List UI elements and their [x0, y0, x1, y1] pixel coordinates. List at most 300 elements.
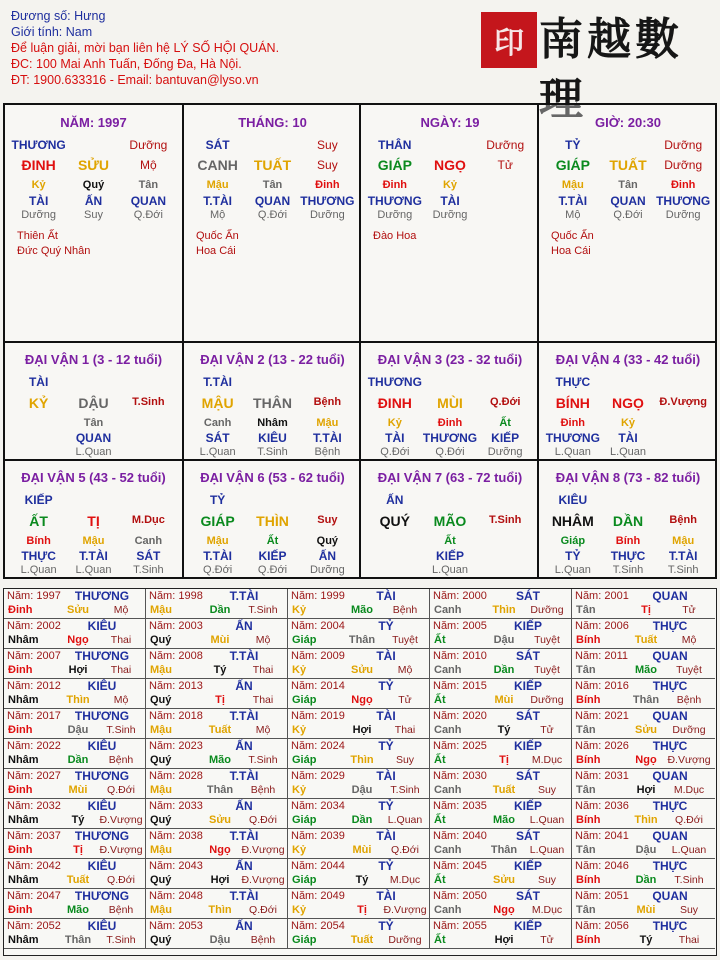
hidden-ten-god: THƯƠNG — [656, 194, 711, 208]
hidden-stage: Q.Đới — [133, 209, 163, 221]
dai-van-header: ĐẠI VẬN 7 (63 - 72 tuổi) — [377, 470, 523, 485]
yearly-cell — [4, 919, 146, 949]
year-label: Năm: 2031 — [575, 770, 629, 782]
pillar-cell — [184, 105, 361, 341]
year-stage: Bệnh — [250, 784, 276, 796]
hidden-stage: Q.Đới — [257, 564, 288, 576]
hidden-stem: Giáp — [560, 535, 586, 547]
yearly-cell — [288, 859, 430, 889]
hidden-stage: L.Quan — [554, 446, 591, 458]
year-ten-god: KIÊU — [87, 859, 117, 873]
year-ten-god: TỶ — [378, 739, 394, 753]
hidden-stage: Q.Đới — [435, 446, 465, 458]
yearly-cell — [4, 829, 146, 859]
hidden-stem: Đinh — [382, 179, 408, 191]
year-stage: Tử — [540, 934, 554, 946]
year-stem: Canh — [434, 604, 462, 616]
branch-stage: Mộ — [140, 158, 157, 172]
branch-stage: Dưỡng — [664, 158, 703, 172]
year-stage: Bệnh — [108, 904, 134, 916]
hidden-ten-god: QUAN — [610, 194, 646, 208]
year-ten-god: THỰC — [652, 799, 688, 813]
year-label: Năm: 2022 — [7, 740, 61, 752]
year-label: Năm: 2000 — [433, 590, 487, 602]
owner-gender: Giới tính: Nam — [11, 25, 93, 39]
year-branch: Mùi — [210, 634, 230, 646]
dai-van-ten-god: TỶ — [209, 493, 226, 507]
year-ten-god: SÁT — [516, 649, 540, 663]
year-label: Năm: 2012 — [7, 680, 61, 692]
year-stage: Bệnh — [250, 934, 276, 946]
pillar-ten-god: TỶ — [565, 138, 581, 152]
year-branch: Tý — [497, 724, 511, 736]
yearly-cell — [146, 649, 288, 679]
year-ten-god: SÁT — [516, 889, 540, 903]
hidden-stage: Dưỡng — [665, 209, 701, 221]
owner-name: Đương số: Hưng — [11, 9, 106, 23]
year-stage: Mộ — [255, 634, 271, 646]
dai-van-stage: Bệnh — [669, 514, 697, 526]
year-branch: Mão — [209, 754, 231, 766]
logo-text: 南越數理 — [539, 14, 683, 125]
yearly-cell — [288, 589, 430, 619]
hidden-ten-god: THỰC — [610, 549, 646, 563]
year-branch: Hợi — [352, 724, 372, 736]
yearly-cell — [572, 679, 715, 709]
dai-van-cell — [184, 461, 361, 579]
hidden-stage: Q.Đới — [203, 564, 233, 576]
year-ten-god: TÀI — [376, 769, 396, 783]
yearly-cell — [146, 619, 288, 649]
year-stem: Bính — [576, 694, 601, 706]
hidden-stage: Q.Đới — [613, 209, 643, 221]
year-label: Năm: 2050 — [433, 890, 487, 902]
hidden-ten-god: TÀI — [618, 431, 638, 445]
year-label: Năm: 2049 — [291, 890, 345, 902]
year-label: Năm: 1997 — [7, 590, 61, 602]
year-label: Năm: 2001 — [575, 590, 629, 602]
year-ten-god: ẤN — [235, 739, 253, 753]
year-ten-god: QUAN — [652, 769, 688, 783]
year-label: Năm: 2053 — [149, 920, 203, 932]
dai-van-cell — [5, 461, 182, 579]
year-label: Năm: 2019 — [291, 710, 345, 722]
year-ten-god: THƯƠNG — [74, 649, 130, 663]
hidden-stage: L.Quan — [199, 446, 236, 458]
year-stem: Mậu — [150, 904, 172, 916]
yearly-cell — [4, 649, 146, 679]
dai-van-stage: Suy — [317, 514, 338, 526]
year-ten-god: THƯƠNG — [74, 709, 130, 723]
year-stage: Thai — [678, 934, 700, 946]
year-stem: Canh — [434, 664, 462, 676]
yearly-cell — [430, 919, 572, 949]
year-ten-god: QUAN — [652, 589, 688, 603]
yearly-cell — [572, 709, 715, 739]
dai-van-ten-god: KIẾP — [24, 493, 53, 507]
year-ten-god: TỶ — [378, 859, 394, 873]
hidden-stage: Dưỡng — [432, 209, 468, 221]
year-label: Năm: 2021 — [575, 710, 629, 722]
year-label: Năm: 2042 — [7, 860, 61, 872]
dai-van-stem: KỶ — [28, 395, 49, 411]
yearly-luck-table — [3, 588, 717, 956]
year-stage: Tuyệt — [534, 664, 560, 676]
year-ten-god: T.TÀI — [229, 589, 259, 603]
hidden-stage: L.Quan — [554, 564, 591, 576]
year-branch: Dần — [635, 874, 657, 886]
year-stage: T.Sinh — [106, 934, 136, 946]
year-stage: L.Quan — [529, 814, 565, 826]
year-stem: Mậu — [150, 844, 172, 856]
hidden-stem: Kỷ — [620, 417, 636, 429]
year-branch: Thân — [348, 634, 376, 646]
hidden-stage: T.Sinh — [257, 446, 288, 458]
year-ten-god: KIẾP — [513, 739, 542, 753]
year-stage: Đ.Vượng — [99, 844, 143, 856]
year-label: Năm: 2038 — [149, 830, 203, 842]
year-label: Năm: 2020 — [433, 710, 487, 722]
year-stage: Mộ — [397, 664, 413, 676]
year-label: Năm: 2043 — [149, 860, 203, 872]
year-label: Năm: 2026 — [575, 740, 629, 752]
hidden-stage: T.Sinh — [133, 564, 164, 576]
year-branch: Tuất — [350, 934, 374, 946]
year-label: Năm: 2028 — [149, 770, 203, 782]
yearly-cell — [4, 769, 146, 799]
year-label: Năm: 2005 — [433, 620, 487, 632]
year-ten-god: SÁT — [516, 709, 540, 723]
year-stem: Canh — [434, 844, 462, 856]
year-stage: Bệnh — [392, 604, 418, 616]
year-stage: Q.Đới — [107, 784, 135, 796]
dai-van-ten-god: THỰC — [555, 375, 591, 389]
year-branch: Hợi — [68, 664, 88, 676]
hidden-stage: Suy — [84, 209, 103, 221]
hidden-stem: Mậu — [206, 535, 229, 547]
special-star: Quốc Ấn — [551, 230, 594, 242]
year-stem: Tân — [576, 664, 596, 676]
year-stage: T.Sinh — [674, 874, 704, 886]
year-stage: Dưỡng — [530, 604, 564, 616]
hidden-stem: Đinh — [560, 417, 586, 429]
yearly-cell — [4, 739, 146, 769]
dai-van-header: ĐẠI VẬN 5 (43 - 52 tuổi) — [21, 470, 166, 485]
year-label: Năm: 2040 — [433, 830, 487, 842]
dai-van-stem: ẤT — [29, 513, 48, 529]
hidden-stage: Mộ — [209, 209, 226, 221]
year-branch: Tuất — [634, 634, 658, 646]
hidden-stage: T.Sinh — [667, 564, 699, 576]
year-stage: Q.Đới — [391, 844, 419, 856]
year-stem: Kỷ — [292, 664, 307, 676]
pillar-stage: Dưỡng — [664, 138, 703, 152]
year-stage: Đ.Vượng — [241, 874, 285, 886]
year-stem: Quý — [150, 934, 172, 946]
year-ten-god: T.TÀI — [229, 769, 259, 783]
year-stage: Tử — [540, 724, 554, 736]
yearly-cell — [146, 829, 288, 859]
dai-van-stem: MẬU — [201, 395, 234, 411]
pillar-header: GIỜ: 20:30 — [594, 115, 661, 130]
dai-van-branch: THÂN — [253, 395, 292, 411]
year-stage: Q.Đới — [675, 814, 703, 826]
dai-van-branch: DẬU — [78, 395, 109, 411]
year-label: Năm: 2007 — [7, 650, 61, 662]
year-branch: Thìn — [208, 904, 232, 916]
special-star: Hoa Cái — [551, 245, 591, 257]
year-label: Năm: 2017 — [7, 710, 61, 722]
yearly-cell — [288, 799, 430, 829]
year-label: Năm: 1998 — [149, 590, 203, 602]
year-ten-god: T.TÀI — [229, 829, 259, 843]
year-label: Năm: 2011 — [575, 650, 628, 662]
year-branch: Hợi — [210, 874, 230, 886]
year-stage: Q.Đới — [107, 874, 135, 886]
year-branch: Mão — [493, 814, 515, 826]
hidden-stem: Mậu — [82, 535, 105, 547]
year-ten-god: TÀI — [376, 889, 396, 903]
hidden-stem: Mậu — [206, 179, 229, 191]
year-ten-god: KIẾP — [513, 859, 542, 873]
year-ten-god: ẤN — [235, 859, 253, 873]
dai-van-header: ĐẠI VẬN 4 (33 - 42 tuổi) — [555, 352, 701, 367]
year-branch: Dậu — [209, 934, 231, 946]
branch-stage: Suy — [317, 158, 338, 172]
dai-van-stage: Q.Đới — [489, 396, 521, 408]
year-ten-god: KIÊU — [87, 739, 117, 753]
year-stage: T.Sinh — [248, 754, 278, 766]
year-stage: T.Sinh — [390, 784, 420, 796]
yearly-cell — [430, 709, 572, 739]
year-ten-god: SÁT — [516, 589, 540, 603]
year-ten-god: TỶ — [378, 679, 394, 693]
hidden-stem: Kỷ — [387, 417, 402, 429]
dai-van-ten-god: KIÊU — [558, 493, 588, 507]
year-ten-god: TỶ — [378, 919, 394, 933]
year-branch: Dậu — [351, 784, 373, 796]
year-stem: Ất — [434, 634, 446, 646]
year-branch: Sửu — [492, 874, 516, 886]
pillar-stage: Dưỡng — [486, 138, 525, 152]
year-stage: T.Sinh — [248, 604, 278, 616]
year-branch: Thìn — [66, 694, 90, 706]
dai-van-stage: Bệnh — [313, 396, 342, 408]
year-stem: Đinh — [8, 844, 33, 856]
year-stem: Tân — [576, 784, 596, 796]
year-ten-god: QUAN — [652, 889, 688, 903]
yearly-cell — [430, 679, 572, 709]
year-ten-god: THƯƠNG — [74, 769, 130, 783]
year-ten-god: THƯƠNG — [74, 829, 130, 843]
yearly-cell — [572, 859, 715, 889]
dai-van-cell — [539, 461, 717, 579]
yearly-cell — [288, 679, 430, 709]
hidden-ten-god: TÀI — [28, 194, 49, 208]
hidden-stem: Nhâm — [257, 417, 288, 429]
year-stage: Suy — [679, 904, 699, 916]
year-branch: Thân — [632, 694, 660, 706]
year-label: Năm: 2035 — [433, 800, 487, 812]
year-branch: Ngọ — [209, 844, 231, 856]
year-stage: M.Dục — [673, 784, 705, 796]
pillar-header: NĂM: 1997 — [60, 115, 127, 130]
yearly-cell — [146, 799, 288, 829]
yearly-cell — [430, 799, 572, 829]
year-branch: Tuất — [66, 874, 90, 886]
year-label: Năm: 2029 — [291, 770, 345, 782]
hidden-stage: T.Sinh — [612, 564, 644, 576]
yearly-cell — [146, 679, 288, 709]
year-stem: Tân — [576, 604, 596, 616]
year-branch: Dần — [209, 604, 231, 616]
year-branch: Hợi — [494, 934, 514, 946]
yearly-cell — [572, 799, 715, 829]
yearly-cell — [4, 889, 146, 919]
year-stem: Bính — [576, 934, 601, 946]
hidden-stage: Mộ — [565, 209, 581, 221]
hidden-stem: Canh — [203, 417, 232, 429]
year-branch: Sửu — [350, 664, 374, 676]
dai-van-cell — [361, 343, 539, 459]
year-stage: L.Quan — [671, 844, 707, 856]
pillar-header: NGÀY: 19 — [420, 115, 480, 130]
year-stage: Tử — [398, 694, 412, 706]
hidden-stem: Canh — [134, 535, 163, 547]
year-stage: M.Dục — [389, 874, 421, 886]
year-stem: Nhâm — [8, 934, 39, 946]
year-ten-god: SÁT — [516, 829, 540, 843]
pillar-stage: Suy — [317, 138, 338, 152]
year-label: Năm: 2054 — [291, 920, 345, 932]
year-ten-god: TÀI — [376, 589, 396, 603]
year-ten-god: QUAN — [652, 709, 688, 723]
pillar-cell — [5, 105, 182, 341]
hidden-ten-god: QUAN — [254, 194, 291, 208]
dai-van-branch: TỊ — [87, 513, 100, 529]
year-label: Năm: 2010 — [433, 650, 487, 662]
hidden-ten-god: TỶ — [565, 549, 581, 563]
year-label: Năm: 2003 — [149, 620, 203, 632]
pillar-cell — [361, 105, 539, 341]
year-ten-god: ẤN — [235, 919, 253, 933]
year-stem: Nhâm — [8, 694, 39, 706]
year-branch: Thân — [490, 844, 518, 856]
year-label: Năm: 2051 — [575, 890, 629, 902]
yearly-cell — [572, 829, 715, 859]
year-ten-god: THỰC — [652, 679, 688, 693]
year-ten-god: THỰC — [652, 739, 688, 753]
hidden-ten-god: KIẾP — [258, 549, 287, 563]
year-branch: Dần — [493, 664, 515, 676]
yearly-cell — [4, 859, 146, 889]
hidden-stem: Kỷ — [31, 179, 46, 191]
hidden-ten-god: THỰC — [21, 549, 56, 563]
year-branch: Sửu — [634, 724, 658, 736]
heavenly-stem: GIÁP — [555, 157, 590, 173]
year-ten-god: THỰC — [652, 859, 688, 873]
yearly-cell — [146, 889, 288, 919]
year-stage: Q.Đới — [249, 904, 277, 916]
dai-van-header: ĐẠI VẬN 8 (73 - 82 tuổi) — [555, 470, 701, 485]
yearly-cell — [288, 829, 430, 859]
year-ten-god: THƯƠNG — [74, 589, 130, 603]
heavenly-stem: GIÁP — [377, 157, 412, 173]
year-stage: Tuyệt — [534, 634, 560, 646]
year-stem: Nhâm — [8, 634, 39, 646]
year-ten-god: T.TÀI — [229, 889, 259, 903]
four-pillars-chart — [3, 103, 717, 579]
year-branch: Sửu — [208, 814, 232, 826]
year-stage: L.Quan — [529, 844, 565, 856]
year-ten-god: TÀI — [376, 709, 396, 723]
year-stem: Quý — [150, 694, 172, 706]
year-ten-god: TÀI — [376, 829, 396, 843]
year-label: Năm: 2030 — [433, 770, 487, 782]
yearly-cell — [288, 769, 430, 799]
earthly-branch: TUẤT — [609, 157, 647, 173]
dai-van-ten-god: THƯƠNG — [367, 375, 422, 389]
hidden-stage: Dưỡng — [21, 209, 57, 221]
year-stage: T.Sinh — [106, 724, 136, 736]
year-label: Năm: 2037 — [7, 830, 61, 842]
yearly-cell — [572, 589, 715, 619]
year-ten-god: TÀI — [376, 649, 396, 663]
hidden-stage: L.Quan — [20, 564, 57, 576]
yearly-cell — [430, 859, 572, 889]
year-stage: Tử — [682, 604, 696, 616]
year-stage: M.Dục — [531, 754, 563, 766]
year-stem: Nhâm — [8, 874, 39, 886]
yearly-cell — [4, 679, 146, 709]
year-stem: Ất — [434, 934, 446, 946]
dai-van-stem: ĐINH — [377, 395, 412, 411]
year-branch: Mùi — [636, 904, 656, 916]
year-stem: Bính — [576, 634, 601, 646]
dai-van-header: ĐẠI VẬN 6 (53 - 62 tuổi) — [200, 470, 345, 485]
dai-van-ten-god: TÀI — [28, 375, 49, 389]
red-seal-icon: 印 — [481, 12, 537, 68]
dai-van-cell — [361, 461, 539, 579]
year-stem: Kỷ — [292, 904, 307, 916]
year-label: Năm: 2056 — [575, 920, 629, 932]
year-branch: Mùi — [494, 694, 514, 706]
year-label: Năm: 2018 — [149, 710, 203, 722]
year-branch: Tý — [71, 814, 85, 826]
yearly-cell — [572, 649, 715, 679]
year-stem: Giáp — [292, 754, 317, 766]
hidden-ten-god: QUAN — [75, 431, 112, 445]
yearly-cell — [572, 919, 715, 949]
year-label: Năm: 2004 — [291, 620, 345, 632]
year-branch: Ngọ — [493, 904, 515, 916]
earthly-branch: SỬU — [77, 157, 110, 173]
year-stage: Đ.Vượng — [383, 904, 427, 916]
hidden-stem: Tân — [138, 179, 159, 191]
yearly-cell — [146, 859, 288, 889]
year-stage: Đ.Vượng — [667, 754, 711, 766]
year-stem: Đinh — [8, 664, 33, 676]
year-label: Năm: 2027 — [7, 770, 61, 782]
year-branch: Dậu — [67, 724, 89, 736]
year-branch: Dậu — [493, 634, 515, 646]
year-label: Năm: 2025 — [433, 740, 487, 752]
special-star: Thiên Ất — [17, 230, 58, 242]
year-stage: Q.Đới — [249, 814, 277, 826]
year-branch: Thân — [206, 784, 234, 796]
year-ten-god: KIẾP — [513, 619, 542, 633]
year-stage: Mộ — [255, 724, 271, 736]
